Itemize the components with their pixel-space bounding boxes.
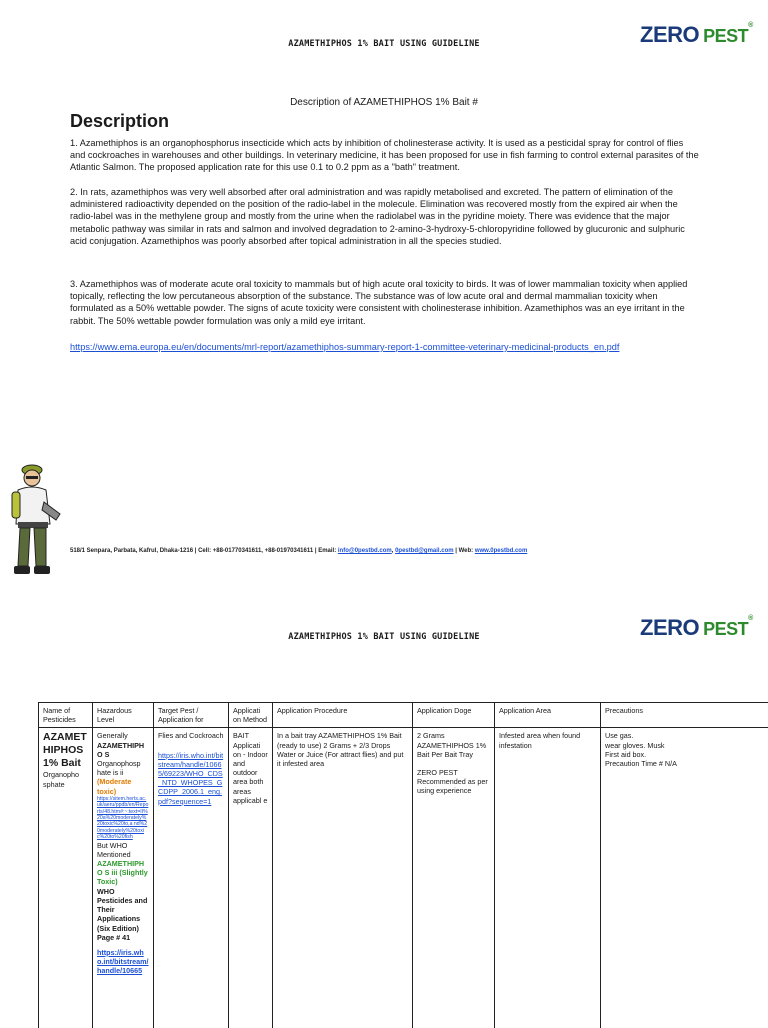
hazard-who-link[interactable]: https://iris.who.int/bitstream/handle/10665 (97, 948, 149, 976)
logo-zero: ZERO (640, 22, 699, 47)
logo-pest: PEST (703, 26, 748, 46)
header-application-dose: Application Doge (413, 703, 495, 728)
hazard-class: Organophosp hate is ii (97, 759, 149, 777)
description-heading: Description of AZAMETHIPHOS 1% Bait # (0, 97, 768, 108)
logo-mark: ® (748, 615, 753, 622)
logo-pest: PEST (703, 619, 748, 639)
cell-application-area: Infested area when found infestation (495, 728, 601, 1028)
hazard-moderate-toxic: (Moderate toxic) (97, 777, 149, 795)
section-title: Description (70, 111, 169, 132)
footer-email-info[interactable]: info@0pestbd.com (338, 548, 392, 554)
cell-application-dose (413, 728, 495, 1028)
paragraph-2: 2. In rats, azamethiphos was very well absorbed after oral administration and was rapidly metabolised and excreted. The pattern of elimination of the administered radioactivity depended on the position of the radio-label in the molecule. Elimination was recovered mostly from the expired air when the radio-label was in the methylene group and mostly from the urine when the radiolabel was in the pyridine moiety. There was evidence that the major metabolic pathway was similar in rats and salmon and involved degradation to 2-amino-3-hydroxy-5-chloropyridine followed by glucuronic and sulphuric acid conjugation. Azamethiphos was poorly absorbed after topical administration in all the species studied. (70, 186, 700, 247)
target-pest: Flies and Cockroach (158, 731, 224, 740)
hazard-generally: Generally (97, 731, 149, 740)
footer-website[interactable]: www.0pestbd.com (475, 548, 527, 554)
cell-target-pest (154, 728, 229, 1028)
header-name-of-pesticides: Name of Pesticides (39, 703, 93, 728)
header-application-procedure: Application Procedure (273, 703, 413, 728)
precaution-item: First aid box. (605, 750, 768, 759)
dose-amount: 2 Grams AZAMETHIPHOS 1% Bait Per Bait Tray (417, 731, 490, 759)
guideline-table (38, 702, 768, 1028)
logo-mark: ® (748, 22, 753, 29)
document-title: AZAMETHIPHOS 1% BAIT USING GUIDELINE (0, 39, 768, 49)
header-target-pest: Target Pest / Application for (154, 703, 229, 728)
hazard-who-mention: But WHO Mentioned (97, 841, 149, 859)
company-logo (640, 22, 753, 48)
header-precautions: Precautions (601, 703, 768, 728)
cell-hazard-level (93, 728, 154, 1028)
reference-link[interactable]: https://www.ema.europa.eu/en/documents/mrl-report/azamethiphos-summary-report-1-committee-veterinary-medicinal-products_en.pdf (70, 342, 619, 352)
cell-application-method: BAIT Applicati on - Indoor and outdoor area both areas applicabl e (229, 728, 273, 1028)
pesticide-name: AZAMET HIPHOS 1% Bait (43, 731, 88, 770)
pesticide-group: Organopho sphate (43, 770, 88, 788)
document-title-page2: AZAMETHIPHOS 1% BAIT USING GUIDELINE (0, 632, 768, 642)
precaution-item: wear gloves. Musk (605, 741, 768, 750)
company-logo-page2 (640, 615, 753, 641)
hazard-reference-link[interactable]: https://sitem.herts.ac.uk/aeru/ppdb/en/Reports/48.htm#:~:text=II%20a%20moderately%20toxic%20to,a nd%20moderately%20toxic%20to%20fish (97, 796, 149, 841)
footer-address: 518/1 Senpara, Parbata, Kafrul, Dhaka-1216 | Cell: +88-01770341611, +88-01970341611 | Email: (70, 548, 338, 554)
paragraph-1: 1. Azamethiphos is an organophosphorus insecticide which acts by inhibition of cholinesterase activity. It is used as a pesticidal spray for control of flies and cockroaches in warehouses and other buildings. In veterinary medicine, it has been proposed for use in fish farming to control external parasites of the Atlantic Salmon. The proposed application rate for this use 0.1 to 0.2 ppm as a "bath" treatment. (70, 137, 700, 174)
footer-contact (70, 548, 527, 554)
page-two (0, 580, 768, 1024)
footer-email-gmail[interactable]: 0pestbd@gmail.com (395, 548, 454, 554)
table-header-row (39, 703, 768, 728)
cell-pesticide-name (39, 728, 93, 1028)
footer-separator: , (392, 548, 395, 554)
header-hazardous-level: Hazardous Level (93, 703, 154, 728)
dose-recommendation: ZERO PEST Recommended as per using experience (417, 768, 490, 796)
paragraph-3: 3. Azamethiphos was of moderate acute oral toxicity to mammals but of high acute oral toxicity to birds. It was of lower mammalian toxicity when applied topically, reflecting the low percutaneous absorption of the substance. The substance was of low acute oral and dermal mammalian toxicity when formulated as a 50% wettable powder. The signs of acute toxicity were consistent with cholinesterase inhibition. Azamethiphos was an eye irritant in the rabbit. The 50% wettable powder formulation was only a mild eye irritant. (70, 278, 700, 327)
pest-control-mascot-icon (10, 462, 62, 578)
cell-application-procedure: In a bait tray AZAMETHIPHOS 1% Bait (ready to use) 2 Grams + 2/3 Drops Water or Juice (For attract flies) and put it infested area (273, 728, 413, 1028)
hazard-name: AZAMETHIPHO S (97, 741, 149, 759)
table-row (39, 728, 768, 1028)
cell-precautions (601, 728, 768, 1028)
logo-zero: ZERO (640, 615, 699, 640)
hazard-slightly-toxic: AZAMETHIPHO S iii (Slightly Toxic) (97, 859, 149, 887)
footer-web-label: | Web: (454, 548, 475, 554)
header-application-area: Application Area (495, 703, 601, 728)
header-application-method: Applicati on Method (229, 703, 273, 728)
hazard-who-source: WHO Pesticides and Their Applications (Six Edition) Page # 41 (97, 887, 149, 942)
precaution-item: Use gas. (605, 731, 768, 740)
precaution-item: Precaution Time # N/A (605, 759, 768, 768)
target-reference-link[interactable]: https://iris.who.int/bitstream/handle/10665/69223/WHO_CDS_NTD_WHOPES_GCDPP_2006.1_eng.pdf?sequence=1 (158, 751, 224, 806)
